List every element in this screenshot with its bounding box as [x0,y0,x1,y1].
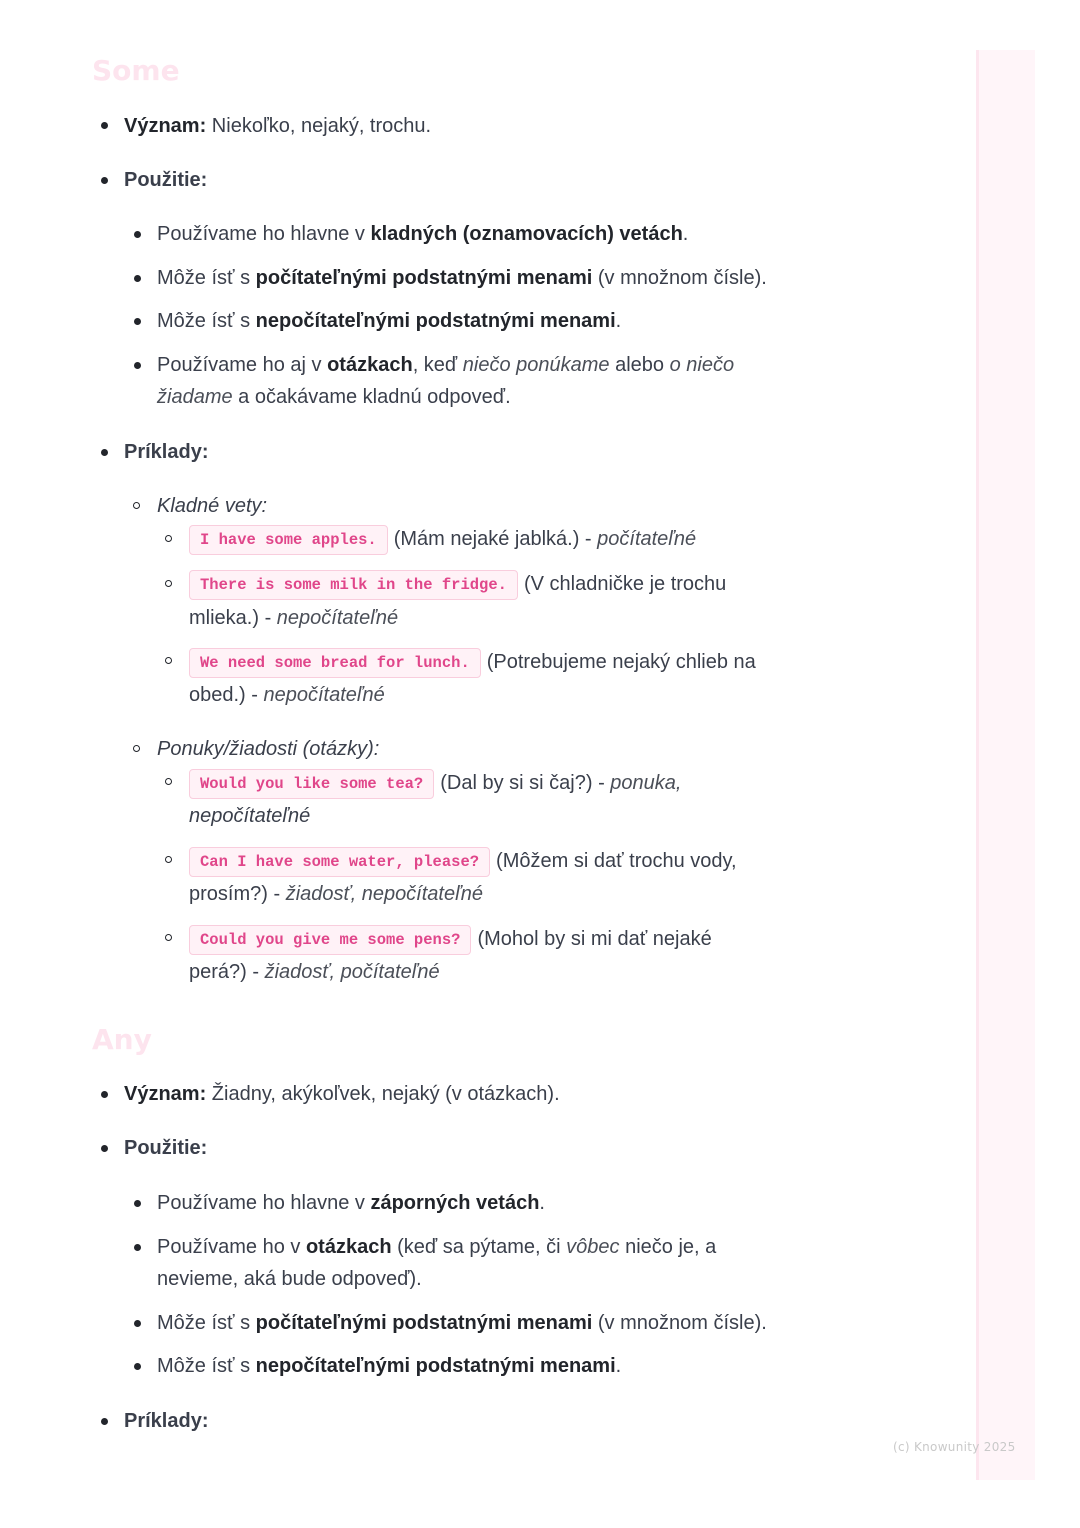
ring-bullet [165,934,172,941]
example-line: Would you like some tea? (Dal by si si čaj?) - ponuka, [189,767,681,799]
any-usage-item: Používame ho hlavne v záporných vetách. [157,1192,545,1214]
ring-bullet [165,657,172,664]
any-usage-label: Použitie: [124,1137,208,1159]
bullet [134,1244,141,1251]
example-line: I have some apples. (Mám nejaké jablká.) - počítateľné [189,523,696,555]
example-line: Could you give me some pens? (Mohol by si mi dať nejaké [189,923,712,955]
example-line-cont: mlieka.) - nepočítateľné [189,607,399,629]
code-example: Could you give me some pens? [189,925,471,955]
positive-sentences-label: Kladné vety: [157,495,268,517]
some-usage-item: Môže ísť s počítateľnými podstatnými menami (v množnom čísle). [157,267,767,289]
bullet [101,1145,108,1152]
ring-bullet [165,856,172,863]
example-line: There is some milk in the fridge. (V chladničke je trochu [189,568,726,600]
some-usage-item-cont: žiadame a očakávame kladnú odpoveď. [157,386,511,408]
code-example: Can I have some water, please? [189,847,490,877]
bullet [134,1200,141,1207]
bullet [101,122,108,129]
ring-bullet [165,580,172,587]
ring-bullet [165,778,172,785]
some-usage-item: Používame ho aj v otázkach, keď niečo ponúkame alebo o niečo [157,354,735,376]
example-line: We need some bread for lunch. (Potrebujeme nejaký chlieb na [189,646,756,678]
any-usage-item: Môže ísť s počítateľnými podstatnými menami (v množnom čísle). [157,1312,767,1334]
bullet [134,1363,141,1370]
section-heading-some: Some [92,54,180,87]
example-line-cont: prosím?) - žiadosť, nepočítateľné [189,883,483,905]
ring-bullet [133,745,140,752]
example-line-cont: obed.) - nepočítateľné [189,684,385,706]
some-usage-item: Používame ho hlavne v kladných (oznamovacích) vetách. [157,223,689,245]
example-line: Can I have some water, please? (Môžem si dať trochu vody, [189,845,737,877]
any-examples-label: Príklady: [124,1410,209,1432]
some-usage-label: Použitie: [124,169,208,191]
section-heading-any: Any [92,1023,152,1056]
bullet [101,177,108,184]
some-usage-item: Môže ísť s nepočítateľnými podstatnými menami. [157,310,622,332]
example-line-cont: perá?) - žiadosť, počítateľné [189,961,440,983]
ring-bullet [133,502,140,509]
example-line-cont: nepočítateľné [189,805,311,827]
code-example: I have some apples. [189,525,388,555]
any-usage-item-cont: nevieme, aká bude odpoveď). [157,1268,422,1290]
code-example: We need some bread for lunch. [189,648,481,678]
bullet [134,231,141,238]
offers-requests-label: Ponuky/žiadosti (otázky): [157,738,380,760]
some-meaning: Význam: Niekoľko, nejaký, trochu. [124,115,432,137]
any-usage-item: Používame ho v otázkach (keď sa pýtame, či vôbec niečo je, a [157,1236,717,1258]
bullet [101,1091,108,1098]
bullet [134,318,141,325]
side-decoration-strip [976,50,1035,1480]
bullet [101,1418,108,1425]
bullet [134,275,141,282]
any-usage-item: Môže ísť s nepočítateľnými podstatnými menami. [157,1355,622,1377]
code-example: Would you like some tea? [189,769,434,799]
bullet [134,1320,141,1327]
any-meaning: Význam: Žiadny, akýkoľvek, nejaký (v otázkach). [124,1083,560,1105]
copyright-notice: (c) Knowunity 2025 [893,1440,1016,1454]
ring-bullet [165,535,172,542]
bullet [134,362,141,369]
code-example: There is some milk in the fridge. [189,570,518,600]
some-examples-label: Príklady: [124,441,209,463]
bullet [101,449,108,456]
